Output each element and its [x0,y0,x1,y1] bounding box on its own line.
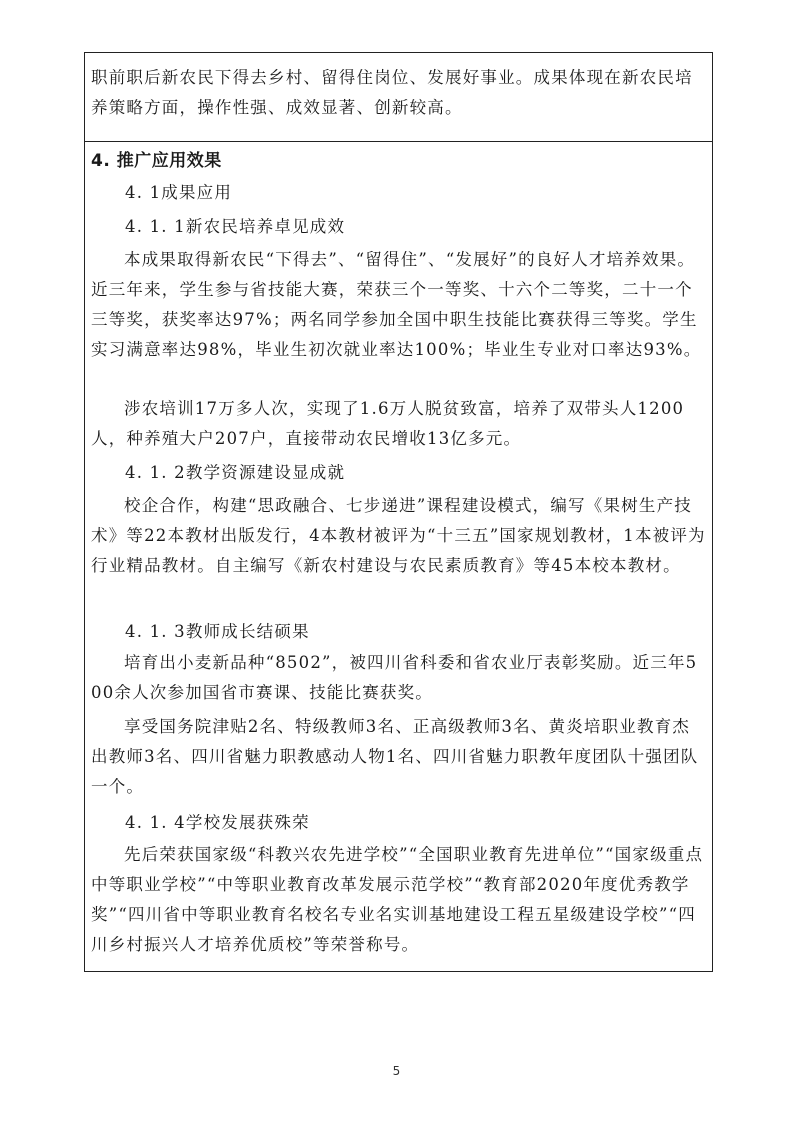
section-4-1-heading: 4. 1成果应用 [125,183,233,202]
section-4-1-1-paragraph-2: 涉农培训17万多人次，实现了1.6万人脱贫致富，培养了双带头人1200人，种养殖大户207户，直接带动农民增收13亿多元。 [91,399,685,448]
section-4-1-2-heading: 4. 1. 2教学资源建设显成就 [125,463,346,482]
section-4-box [84,142,713,972]
intro-paragraph: 职前职后新农民下得去乡村、留得住岗位、发展好事业。成果体现在新农民培养策略方面，操作性强、成效显著、创新较高。 [91,68,693,117]
section-4-1-1-heading: 4. 1. 1新农民培养卓见成效 [125,217,346,236]
section-4-1-4-paragraph-1: 先后荣获国家级“科教兴农先进学校”“全国职业教育先进单位”“国家级重点中等职业学校”“中等职业教育改革发展示范学校”“教育部2020年度优秀教学奖”“四川省中等职业教育名校名专业名实训基地建设工程五星级建设学校”“四川乡村振兴人才培养优质校”等荣誉称号。 [91,845,704,954]
intro-box [84,52,713,142]
section-4-1-1-paragraph-1: 本成果取得新农民“下得去”、“留得住”、“发展好”的良好人才培养效果。近三年来，学生参与省技能大赛，荣获三个一等奖、十六个二等奖，二十一个三等奖，获奖率达97%；两名同学参加全国中职生技能比赛获得三等奖。学生实习满意率达98%，毕业生初次就业率达100%；毕业生专业对口率达93%。 [91,250,702,359]
section-4-heading: 4. 推广应用效果 [91,151,222,171]
section-4-1-4-heading: 4. 1. 4学校发展获殊荣 [125,813,310,832]
section-4-1-3-paragraph-2: 享受国务院津贴2名、特级教师3名、正高级教师3名、黄炎培职业教育杰出教师3名、四川省魅力职教感动人物1名、四川省魅力职教年度团队十强团队一个。 [91,717,699,796]
page-number: 5 [392,1064,401,1078]
section-4-1-3-paragraph-1: 培育出小麦新品种“8502”，被四川省科委和省农业厅表彰奖励。近三年500余人次参加国省市赛课、技能比赛获奖。 [91,653,698,702]
section-4-1-2-paragraph-1: 校企合作，构建“思政融合、七步递进”课程建设模式，编写《果树生产技术》等22本教材出版发行，4本教材被评为“十三五”国家规划教材，1本被评为行业精品教材。自主编写《新农村建设与农民素质教育》等45本校本教材。 [91,496,706,575]
section-4-1-3-heading: 4. 1. 3教师成长结硕果 [125,622,310,641]
